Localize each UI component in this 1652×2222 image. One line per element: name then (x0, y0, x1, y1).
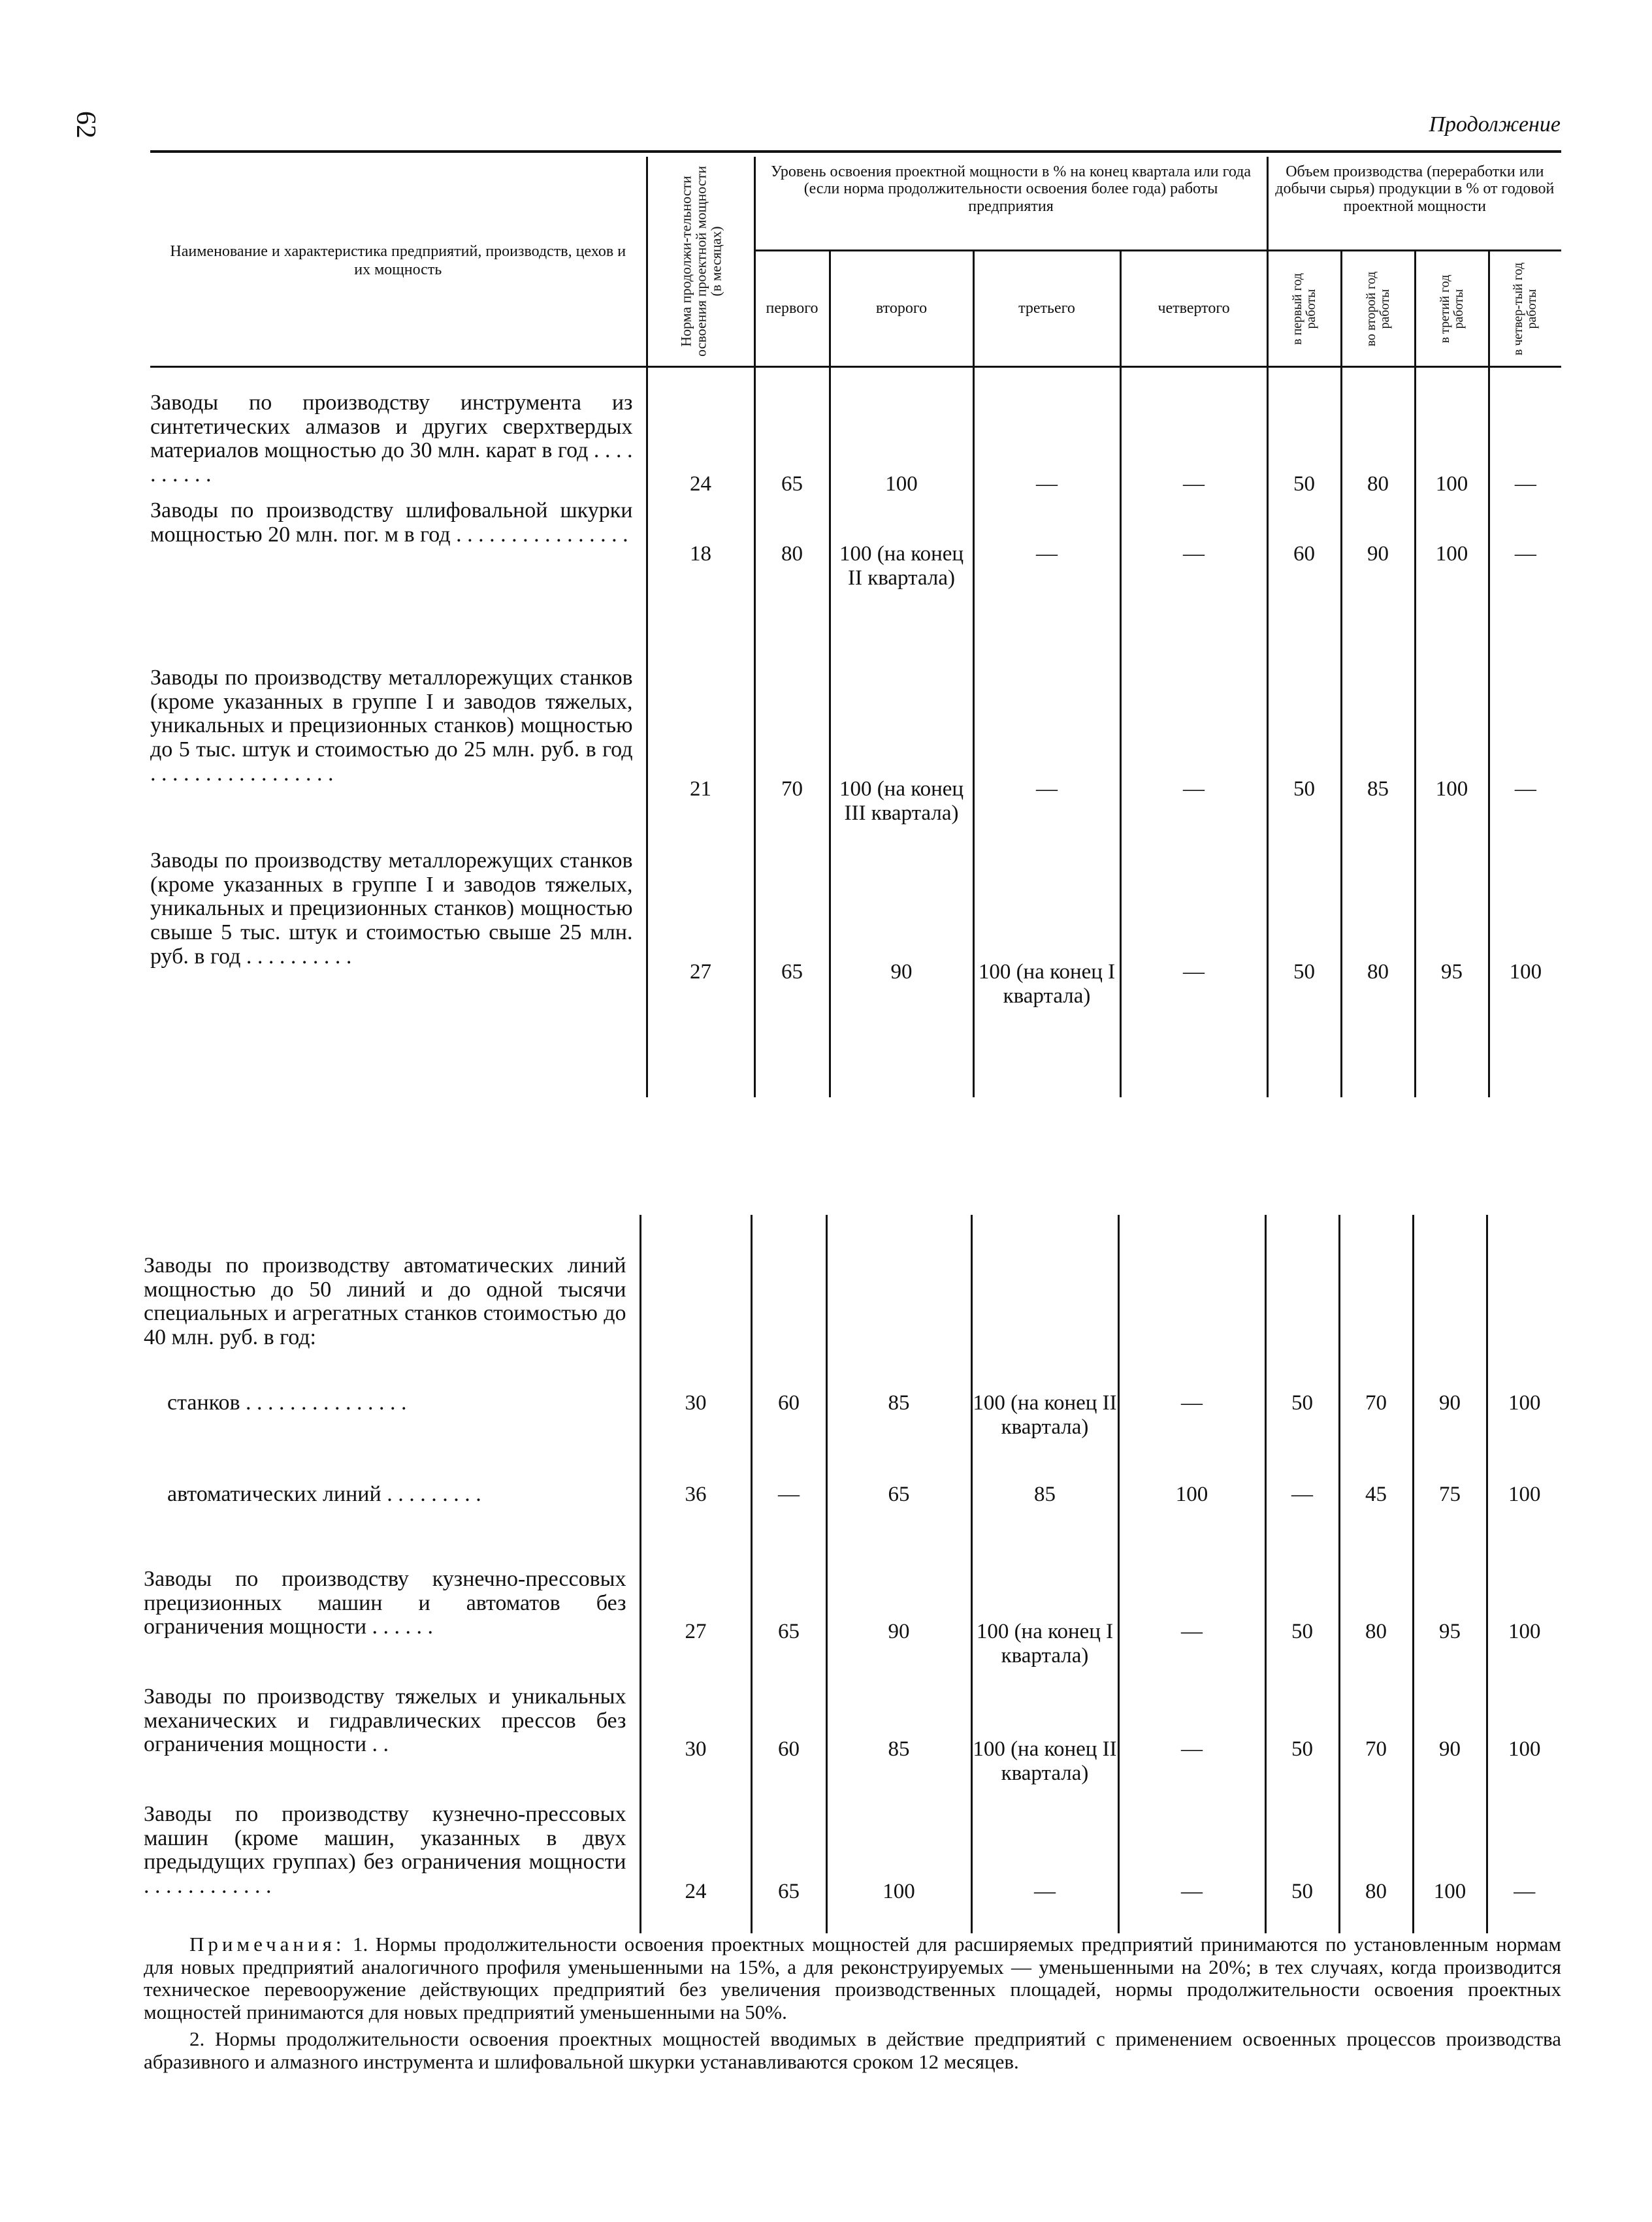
row-q1: 65 (754, 849, 830, 1097)
row-q1: 60 (751, 1685, 826, 1803)
row-norm: 24 (640, 1803, 751, 1933)
row-q3: — (973, 367, 1120, 496)
page-number: 62 (71, 111, 101, 138)
row-y4: — (1489, 367, 1561, 496)
row-y1: 50 (1265, 1568, 1339, 1685)
row-q2: 85 (826, 1391, 971, 1483)
row-y1: 50 (1267, 666, 1341, 849)
row-q3: 100 (на конец II квартала) (971, 1391, 1118, 1483)
note-2: 2. Нормы продолжительности освоения проектных мощностей вводимых в действие предприятий с применением освоенных процессов производства абразивного и алмазного инструмента и шлифовальной шкурки устанавливаются сроком 12 месяцев. (144, 2027, 1561, 2073)
row-norm: 21 (647, 666, 754, 849)
table-row (150, 496, 1561, 666)
table-row (144, 1391, 1561, 1483)
table-row (150, 367, 1561, 496)
header-q1: первого (754, 251, 830, 367)
row-q2: 90 (826, 1568, 971, 1685)
row-q3: 100 (на конец II квартала) (971, 1685, 1118, 1803)
row-q1: 80 (754, 496, 830, 666)
table-row (144, 1803, 1561, 1933)
row-q1: 70 (754, 666, 830, 849)
row-y3: 100 (1413, 1803, 1487, 1933)
row-y3: 95 (1415, 849, 1489, 1097)
row-y3: 100 (1415, 496, 1489, 666)
row-name: Заводы по производству тяжелых и уникальных механических и гидравлических прессов без ограничения мощности . . (144, 1684, 626, 1757)
table-row (144, 1685, 1561, 1803)
norms-table-top (150, 157, 1561, 1097)
row-y2: 80 (1341, 849, 1415, 1097)
row-y3: 75 (1413, 1483, 1487, 1568)
row-q4: — (1120, 496, 1267, 666)
row-y3: 100 (1415, 367, 1489, 496)
group-heading: Заводы по производству автоматических линий мощностью до 50 линий и до одной тысячи специальных и агрегатных станков стоимостью до 40 млн. руб. в год: (144, 1253, 626, 1350)
row-norm: 36 (640, 1483, 751, 1568)
row-name: автоматических линий . . . . . . . . . (167, 1482, 481, 1506)
row-q4: — (1118, 1391, 1265, 1483)
row-q1: 65 (751, 1568, 826, 1685)
header-y2: во второй год работы (1341, 251, 1415, 367)
row-q1: — (751, 1483, 826, 1568)
row-y3: 90 (1413, 1391, 1487, 1483)
row-q4: — (1120, 666, 1267, 849)
row-q4: — (1120, 367, 1267, 496)
row-y1: 50 (1265, 1391, 1339, 1483)
row-y2: 90 (1341, 496, 1415, 666)
row-y1: 50 (1267, 367, 1341, 496)
notes (144, 1933, 1561, 2077)
table-row (144, 1483, 1561, 1568)
row-y3: 100 (1415, 666, 1489, 849)
header-volume-group: Объем производства (переработки или добычи сырья) продукции в % от годовой проектной мощности (1267, 157, 1561, 251)
row-q3: 100 (на конец I квартала) (971, 1568, 1118, 1685)
header-q3: третьего (973, 251, 1120, 367)
header-y3: в третий год работы (1415, 251, 1489, 367)
row-y4: 100 (1487, 1685, 1561, 1803)
row-q3: 100 (на конец I квартала) (973, 849, 1120, 1097)
row-y1: 50 (1265, 1685, 1339, 1803)
note-1: Примечания: 1. Нормы продолжительности освоения проектных мощностей для расширяемых предприятий принимаются по установленным нормам для новых предприятий аналогичного профиля уменьшенными на 15%, а для реконструируемых — уменьшенными на 20%; в тех случаях, когда производится техническое перевооружение действующих предприятий без увеличения производственных площадей, нормы продолжительности освоения проектных мощностей принимаются для новых предприятий уменьшенными на 50%. (144, 1933, 1562, 2024)
row-y2: 80 (1339, 1568, 1413, 1685)
row-name: Заводы по производству металлорежущих станков (кроме указанных в группе I и заводов тяжелых, уникальных и прецизионных станков) мощностью до 5 тыс. штук и стоимостью до 25 млн. руб. в год . . . . . . . . . . . . . . . . . (150, 665, 633, 786)
row-name: Заводы по производству шлифовальной шкурки мощностью 20 млн. пог. м в год . . . . . . . . . . . . . . . . (150, 498, 633, 547)
row-q4: 100 (1118, 1483, 1265, 1568)
row-q2: 100 (830, 367, 973, 496)
row-name: станков . . . . . . . . . . . . . . . (167, 1391, 407, 1415)
row-q4: — (1118, 1568, 1265, 1685)
header-name: Наименование и характеристика предприятий, производств, цехов и их мощность (150, 157, 647, 367)
table-row (150, 849, 1561, 1097)
row-q2: 65 (826, 1483, 971, 1568)
row-y2: 80 (1339, 1803, 1413, 1933)
header-q2: второго (830, 251, 973, 367)
continuation-label: Продолжение (1429, 112, 1561, 137)
row-y3: 90 (1413, 1685, 1487, 1803)
row-norm: 30 (640, 1685, 751, 1803)
row-y1: 50 (1267, 849, 1341, 1097)
table-row (144, 1568, 1561, 1685)
row-q3: — (973, 496, 1120, 666)
row-q1: 65 (754, 367, 830, 496)
row-q3: — (973, 666, 1120, 849)
row-name: Заводы по производству инструмента из синтетических алмазов и других сверхтвердых материалов мощностью до 30 млн. карат в год . . . . . . . . . . (150, 391, 633, 487)
table-row (144, 1215, 1561, 1391)
row-q2: 90 (830, 849, 973, 1097)
row-q2: 100 (на конец II квартала) (830, 496, 973, 666)
header-y4: в четвер-тый год работы (1489, 251, 1561, 367)
row-y4: 100 (1487, 1391, 1561, 1483)
header-norm: Норма продолжи-тельности освоения проектной мощности (в месяцах) (647, 157, 754, 367)
notes-label: Примечания: (189, 1933, 346, 1956)
row-y2: 80 (1341, 367, 1415, 496)
row-norm: 30 (640, 1391, 751, 1483)
row-q3: — (971, 1803, 1118, 1933)
row-norm: 24 (647, 367, 754, 496)
table-row (150, 666, 1561, 849)
row-norm: 18 (647, 496, 754, 666)
row-y4: — (1489, 666, 1561, 849)
header-q4: четвертого (1120, 251, 1267, 367)
row-name: Заводы по производству кузнечно-прессовых прецизионных машин и автоматов без ограничения мощности . . . . . . (144, 1567, 626, 1639)
row-q4: — (1120, 849, 1267, 1097)
row-q4: — (1118, 1685, 1265, 1803)
row-name: Заводы по производству кузнечно-прессовых машин (кроме машин, указанных в двух предыдущих группах) без ограничения мощности . . . . . . . . . . . . (144, 1802, 626, 1899)
row-y4: — (1487, 1803, 1561, 1933)
row-q2: 100 (826, 1803, 971, 1933)
row-y4: 100 (1487, 1483, 1561, 1568)
row-y3: 95 (1413, 1568, 1487, 1685)
row-q4: — (1118, 1803, 1265, 1933)
row-y2: 45 (1339, 1483, 1413, 1568)
row-q2: 100 (на конец III квартала) (830, 666, 973, 849)
top-rule (150, 150, 1561, 153)
row-q2: 85 (826, 1685, 971, 1803)
row-y2: 85 (1341, 666, 1415, 849)
row-y1: 50 (1265, 1803, 1339, 1933)
row-norm: 27 (647, 849, 754, 1097)
row-norm: 27 (640, 1568, 751, 1685)
row-name: Заводы по производству металлорежущих станков (кроме указанных в группе I и заводов тяжелых, уникальных и прецизионных станков) мощностью свыше 5 тыс. штук и стоимостью свыше 25 млн. руб. в год . . . . . . . . . . (150, 848, 633, 969)
row-q1: 60 (751, 1391, 826, 1483)
row-y2: 70 (1339, 1391, 1413, 1483)
row-q1: 65 (751, 1803, 826, 1933)
row-y1: 60 (1267, 496, 1341, 666)
row-y4: — (1489, 496, 1561, 666)
norms-table-bottom (144, 1215, 1561, 1933)
row-q3: 85 (971, 1483, 1118, 1568)
row-y4: 100 (1487, 1568, 1561, 1685)
header-level-group: Уровень освоения проектной мощности в % на конец квартала или года (если норма продолжительности освоения более года) работы предприятия (754, 157, 1267, 251)
row-y4: 100 (1489, 849, 1561, 1097)
row-y1: — (1265, 1483, 1339, 1568)
row-y2: 70 (1339, 1685, 1413, 1803)
header-y1: в первый год работы (1267, 251, 1341, 367)
